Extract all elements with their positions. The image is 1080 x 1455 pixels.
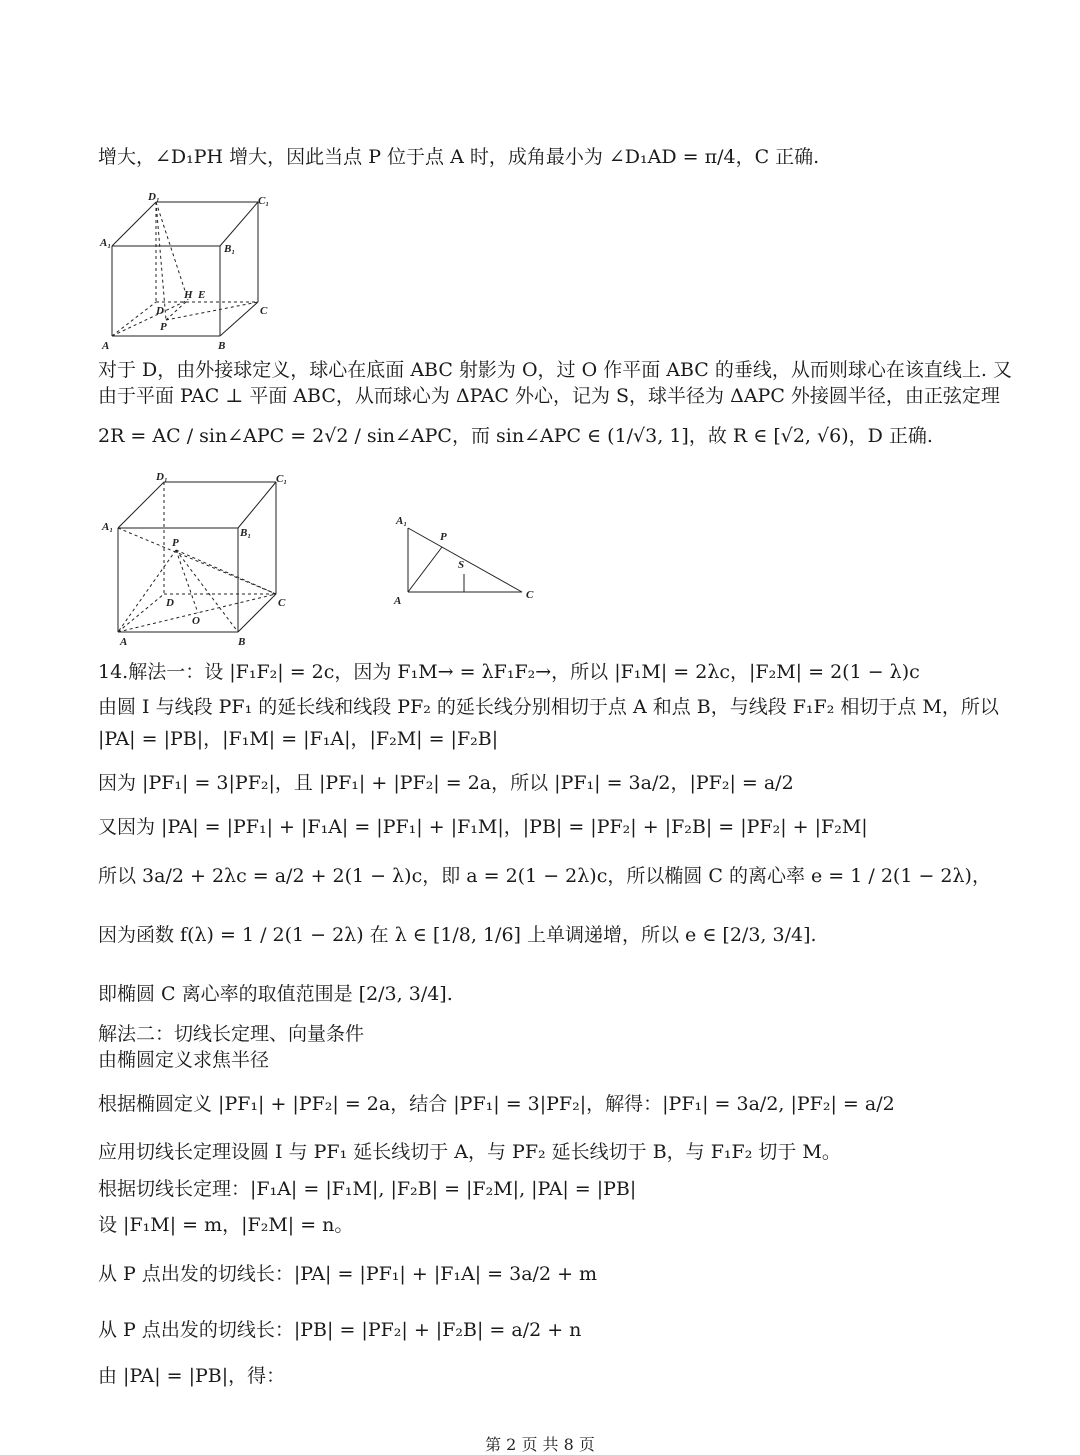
text-line-18: 设 |F₁M| = m，|F₂M| = n。 bbox=[98, 1214, 354, 1236]
text-line-15: 根据椭圆定义 |PF₁| + |PF₂| = 2a，结合 |PF₁| = 3|PF₂|，解得：|PF₁| = 3a/2, |PF₂| = a/2 bbox=[98, 1093, 895, 1115]
text-line-6: 由圆 I 与线段 PF₁ 的延长线和线段 PF₂ 的延长线分别相切于点 A 和点 B，与线段 F₁F₂ 相切于点 M，所以 bbox=[98, 696, 999, 718]
label-b1: B₁ bbox=[224, 243, 236, 255]
cube-figure-2 bbox=[98, 468, 298, 650]
label-a1: A₁ bbox=[102, 521, 114, 533]
label-b: B bbox=[218, 340, 226, 352]
label-p: P bbox=[172, 537, 179, 549]
text-line-13: 解法二：切线长定理、向量条件 bbox=[98, 1023, 365, 1045]
text-line-3: 由于平面 PAC ⊥ 平面 ABC，从而球心为 ΔPAC 外心，记为 S，球半径为 ΔAPC 外接圆半径，由正弦定理 bbox=[98, 385, 1000, 407]
text-line-21: 由 |PA| = |PB|，得： bbox=[98, 1365, 286, 1387]
label-o: O bbox=[192, 615, 200, 627]
text-line-1: 增大，∠D₁PH 增大，因此当点 P 位于点 A 时，成角最小为 ∠D₁AD = π/4，C 正确. bbox=[98, 146, 820, 168]
label-p: P bbox=[160, 321, 167, 333]
label-a: A bbox=[102, 340, 110, 352]
text-line-12: 即椭圆 C 离心率的取值范围是 [2/3, 3/4]. bbox=[98, 983, 453, 1005]
label-b1: B₁ bbox=[240, 527, 252, 539]
label-d1: D₁ bbox=[148, 192, 160, 203]
label-d: D bbox=[156, 305, 164, 317]
label-p: P bbox=[440, 531, 447, 543]
label-d: D bbox=[166, 597, 174, 609]
text-line-5: 14.解法一：设 |F₁F₂| = 2c，因为 F₁M→ = λF₁F₂→，所以 |F₁M| = 2λc，|F₂M| = 2(1 − λ)c bbox=[98, 661, 920, 683]
text-line-11: 因为函数 f(λ) = 1 / 2(1 − 2λ) 在 λ ∈ [1/8, 1/6] 上单调递增，所以 e ∈ [2/3, 3/4]. bbox=[98, 924, 817, 946]
page-footer: 第 2 页 共 8 页 bbox=[485, 1435, 595, 1454]
label-c: C bbox=[278, 597, 286, 609]
cube-figure-1 bbox=[98, 192, 278, 352]
text-line-19: 从 P 点出发的切线长：|PA| = |PF₁| + |F₁A| = 3a/2 + m bbox=[98, 1263, 598, 1285]
label-b: B bbox=[238, 636, 246, 648]
label-h: H bbox=[184, 289, 193, 301]
text-line-7: |PA| = |PB|，|F₁M| = |F₁A|，|F₂M| = |F₂B| bbox=[98, 728, 499, 750]
text-line-10: 所以 3a/2 + 2λc = a/2 + 2(1 − λ)c，即 a = 2(1 − 2λ)c，所以椭圆 C 的离心率 e = 1 / 2(1 − 2λ)， bbox=[98, 865, 991, 887]
label-d1: D₁ bbox=[156, 471, 168, 483]
text-line-4: 2R = AC / sin∠APC = 2√2 / sin∠APC，而 sin∠APC ∈ (1/√3, 1]，故 R ∈ [√2, √6)，D 正确. bbox=[98, 425, 933, 447]
text-line-2: 对于 D，由外接球定义，球心在底面 ABC 射影为 O，过 O 作平面 ABC 的垂线，从而则球心在该直线上. 又 bbox=[98, 359, 1012, 381]
label-a: A bbox=[394, 595, 402, 607]
text-line-9: 又因为 |PA| = |PF₁| + |F₁A| = |PF₁| + |F₁M|，|PB| = |PF₂| + |F₂B| = |PF₂| + |F₂M| bbox=[98, 816, 868, 838]
triangle-figure bbox=[392, 508, 552, 608]
text-line-8: 因为 |PF₁| = 3|PF₂|，且 |PF₁| + |PF₂| = 2a，所以 |PF₁| = 3a/2，|PF₂| = a/2 bbox=[98, 772, 794, 794]
label-c: C bbox=[526, 589, 534, 601]
label-c1: C₁ bbox=[276, 473, 288, 485]
label-e: E bbox=[198, 289, 206, 301]
text-line-17: 根据切线长定理：|F₁A| = |F₁M|, |F₂B| = |F₂M|, |PA| = |PB| bbox=[98, 1178, 637, 1200]
label-c1: C₁ bbox=[258, 195, 270, 207]
label-s: S bbox=[458, 559, 465, 571]
text-line-20: 从 P 点出发的切线长：|PB| = |PF₂| + |F₂B| = a/2 + n bbox=[98, 1319, 582, 1341]
text-line-14: 由椭圆定义求焦半径 bbox=[98, 1049, 270, 1071]
label-a: A bbox=[120, 636, 128, 648]
label-a1: A₁ bbox=[396, 515, 408, 527]
text-line-16: 应用切线长定理设圆 I 与 PF₁ 延长线切于 A，与 PF₂ 延长线切于 B，与 F₁F₂ 切于 M。 bbox=[98, 1141, 841, 1163]
label-c: C bbox=[260, 305, 268, 317]
label-a1: A₁ bbox=[100, 237, 112, 249]
